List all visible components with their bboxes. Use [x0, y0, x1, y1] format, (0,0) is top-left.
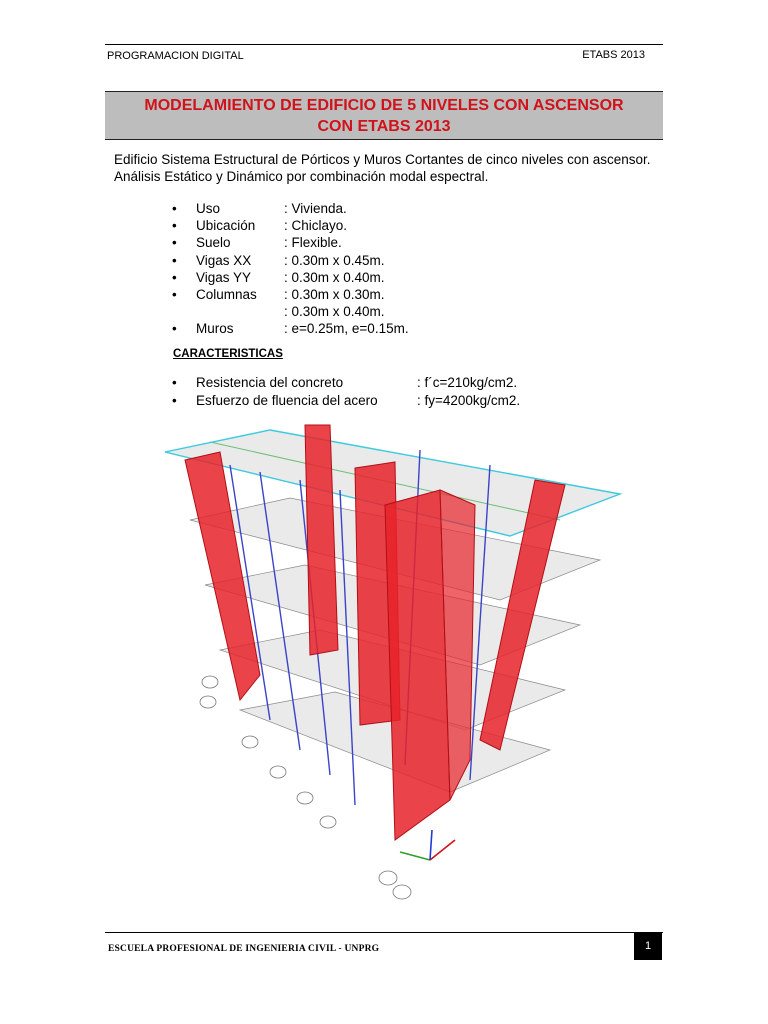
- spec-item: [172, 286, 409, 303]
- page-number: 1: [634, 933, 662, 960]
- title-line-2: CON ETABS 2013: [317, 118, 451, 135]
- bullet-icon: •: [172, 201, 177, 216]
- spec-label: Vigas YY: [196, 269, 252, 285]
- spec-label: Ubicación: [196, 218, 256, 234]
- header-right-text: ETABS 2013: [582, 49, 645, 61]
- header-left-text: PROGRAMACION DIGITAL: [107, 50, 244, 62]
- characteristic-value: : f´c=210kg/cm2.: [417, 375, 518, 390]
- bullet-icon: •: [172, 287, 177, 303]
- characteristic-value: : fy=4200kg/cm2.: [417, 392, 521, 408]
- spec-value: : Vivienda.: [284, 201, 347, 216]
- spec-value: : Chiclayo.: [284, 218, 348, 234]
- spec-value: : 0.30m x 0.40m.: [284, 304, 385, 320]
- spec-value: : 0.30m x 0.40m.: [284, 269, 385, 285]
- bullet-icon: •: [172, 218, 177, 234]
- bullet-icon: •: [172, 252, 177, 268]
- spec-item-continued: [172, 303, 409, 320]
- intro-paragraph: [114, 151, 674, 185]
- spec-label: Columnas: [196, 287, 257, 303]
- spec-label: Suelo: [196, 235, 231, 251]
- spec-item: [172, 320, 409, 337]
- spec-label: Vigas XX: [196, 252, 252, 268]
- spec-value: : e=0.25m, e=0.15m.: [284, 321, 409, 337]
- spec-item: [172, 269, 409, 286]
- spec-item: [172, 252, 409, 269]
- spec-item: [172, 200, 409, 217]
- characteristic-item: [172, 392, 520, 410]
- bullet-icon: •: [172, 321, 177, 337]
- intro-line-1: Edificio Sistema Estructural de Pórticos y Muros Cortantes de cinco niveles con ascensor.: [114, 152, 651, 167]
- axis-icon: [400, 830, 455, 860]
- elevator-core-front: [385, 490, 450, 840]
- spec-value: : 0.30m x 0.30m.: [284, 287, 385, 303]
- spec-item: [172, 217, 409, 234]
- characteristics-list: [172, 374, 520, 409]
- title-line-1: MODELAMIENTO DE EDIFICIO DE 5 NIVELES CON ASCENSOR: [144, 97, 624, 114]
- spec-label: Uso: [196, 201, 221, 216]
- spec-label: Muros: [196, 321, 234, 337]
- footer-divider: [105, 932, 663, 933]
- building-3d-model-image: [150, 420, 630, 915]
- spec-value: : 0.30m x 0.45m.: [284, 252, 385, 268]
- document-title: [105, 91, 663, 140]
- bullet-icon: •: [172, 375, 177, 390]
- characteristics-heading: CARACTERISTICAS: [173, 348, 283, 360]
- spec-item: [172, 234, 409, 251]
- characteristic-label: Esfuerzo de fluencia del acero: [196, 392, 378, 408]
- characteristic-item: [172, 374, 520, 392]
- intro-line-2: Análisis Estático y Dinámico por combinación modal espectral.: [114, 169, 489, 184]
- bullet-icon: •: [172, 235, 177, 251]
- footer-text: ESCUELA PROFESIONAL DE INGENIERIA CIVIL - UNPRG: [108, 944, 380, 954]
- characteristic-label: Resistencia del concreto: [196, 375, 344, 390]
- specs-list: [172, 200, 409, 338]
- bullet-icon: •: [172, 392, 177, 408]
- page-header: [105, 44, 663, 67]
- spec-value: : Flexible.: [284, 235, 342, 251]
- bullet-icon: •: [172, 269, 177, 285]
